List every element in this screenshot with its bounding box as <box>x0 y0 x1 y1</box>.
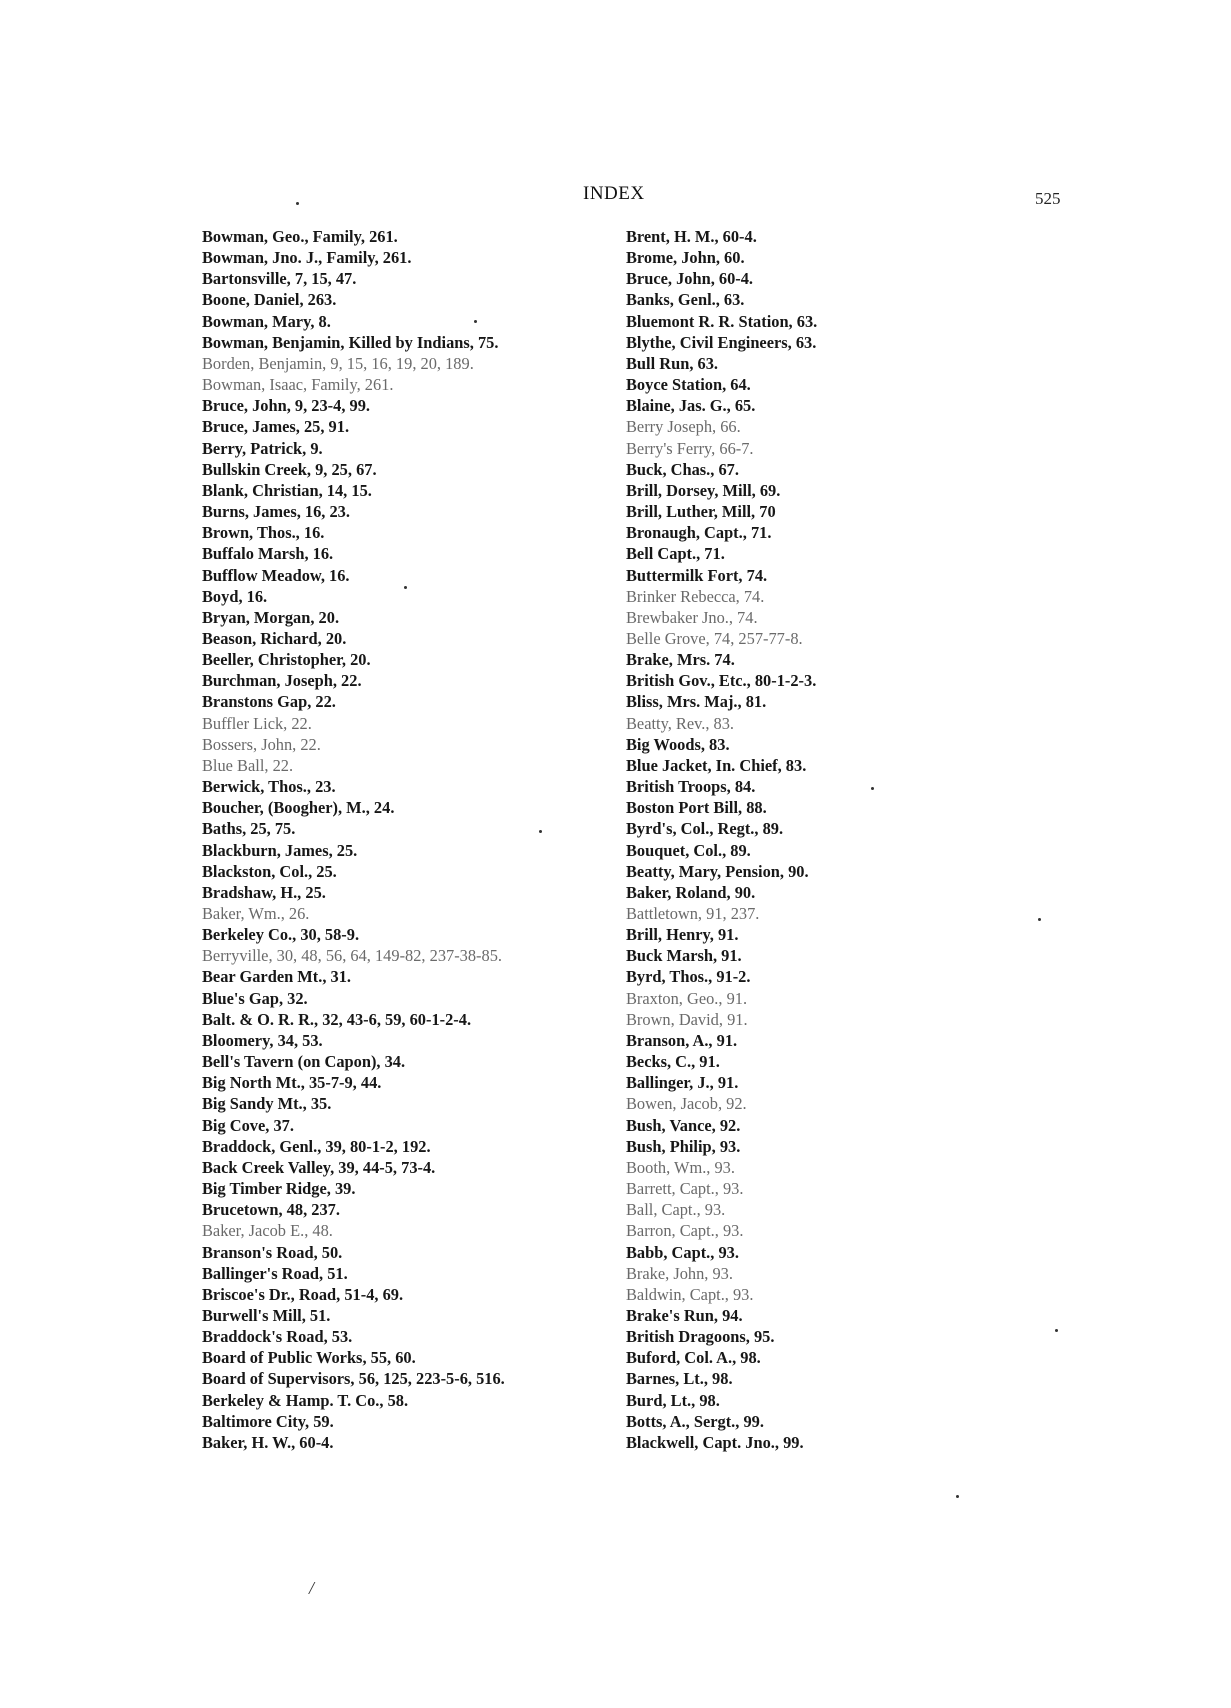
index-entry: Bush, Vance, 92. <box>626 1115 741 1135</box>
index-entry: Board of Public Works, 55, 60. <box>202 1348 416 1368</box>
index-entry: Beason, Richard, 20. <box>202 628 347 648</box>
index-entry: Brome, John, 60. <box>626 248 745 268</box>
index-entry: Bowman, Jno. J., Family, 261. <box>202 248 412 268</box>
index-entry: Blackwell, Capt. Jno., 99. <box>626 1432 804 1452</box>
index-entry: Berry Joseph, 66. <box>626 417 741 437</box>
index-entry: Brake, John, 93. <box>626 1263 733 1283</box>
index-entry: Belle Grove, 74, 257-77-8. <box>626 628 803 648</box>
index-entry: Bryan, Morgan, 20. <box>202 607 340 627</box>
index-entry: Board of Supervisors, 56, 125, 223-5-6, 516. <box>202 1369 505 1389</box>
index-entry: Berkeley Co., 30, 58-9. <box>202 925 360 945</box>
index-entry: Blythe, Civil Engineers, 63. <box>626 332 817 352</box>
index-entry: Berkeley & Hamp. T. Co., 58. <box>202 1390 409 1410</box>
index-entry: Blaine, Jas. G., 65. <box>626 396 756 416</box>
index-entry: British Troops, 84. <box>626 777 756 797</box>
index-entry: Bull Run, 63. <box>626 353 719 373</box>
index-entry: Blackburn, James, 25. <box>202 840 358 860</box>
index-entry: Brucetown, 48, 237. <box>202 1200 340 1220</box>
index-entry: Buffler Lick, 22. <box>202 713 312 733</box>
index-entry: Bronaugh, Capt., 71. <box>626 523 772 543</box>
index-entry: Burwell's Mill, 51. <box>202 1305 331 1325</box>
index-entry: Boucher, (Boogher), M., 24. <box>202 798 395 818</box>
index-entry: Baker, Roland, 90. <box>626 882 756 902</box>
index-entry: Big North Mt., 35-7-9, 44. <box>202 1073 382 1093</box>
index-entry: Bliss, Mrs. Maj., 81. <box>626 692 767 712</box>
page-number: 525 <box>1035 189 1061 208</box>
index-entry: Brown, Thos., 16. <box>202 523 325 543</box>
page-title: INDEX <box>583 183 645 204</box>
index-entry: British Gov., Etc., 80-1-2-3. <box>626 671 817 691</box>
index-entry: Booth, Wm., 93. <box>626 1157 735 1177</box>
index-entry: Brake, Mrs. 74. <box>626 650 735 670</box>
page-header <box>0 183 1231 211</box>
index-entry: Back Creek Valley, 39, 44-5, 73-4. <box>202 1157 436 1177</box>
scan-speck <box>1038 918 1041 921</box>
index-entry: Buford, Col. A., 98. <box>626 1348 761 1368</box>
index-entry: Bluemont R. R. Station, 63. <box>626 311 818 331</box>
scan-speck <box>474 320 477 323</box>
index-entry: Boyd, 16. <box>202 586 268 606</box>
index-entry: Branson's Road, 50. <box>202 1242 343 1262</box>
footer-mark: / <box>309 1578 315 1598</box>
index-entry: Blue Jacket, In. Chief, 83. <box>626 755 807 775</box>
scan-speck <box>539 830 542 833</box>
scan-speck <box>871 787 874 790</box>
index-entry: Bruce, John, 60-4. <box>626 269 754 289</box>
scan-speck <box>296 202 299 205</box>
index-entry: Briscoe's Dr., Road, 51-4, 69. <box>202 1284 404 1304</box>
index-column-left <box>202 226 622 1453</box>
index-entry: Ballinger, J., 91. <box>626 1073 739 1093</box>
index-entry: Bowman, Geo., Family, 261. <box>202 227 398 246</box>
index-entry: Baker, Jacob E., 48. <box>202 1221 333 1241</box>
index-entry: Bowman, Mary, 8. <box>202 311 331 331</box>
index-entry: Bouquet, Col., 89. <box>626 840 751 860</box>
index-entry: Brake's Run, 94. <box>626 1305 743 1325</box>
index-entry: Brill, Henry, 91. <box>626 925 739 945</box>
index-entry: Beatty, Mary, Pension, 90. <box>626 861 809 881</box>
index-entry: Brewbaker Jno., 74. <box>626 607 758 627</box>
index-entry: Barrett, Capt., 93. <box>626 1179 744 1199</box>
index-entry: Buck, Chas., 67. <box>626 459 739 479</box>
index-entry: Braddock, Genl., 39, 80-1-2, 192. <box>202 1136 431 1156</box>
index-entry: Bruce, John, 9, 23-4, 99. <box>202 396 371 416</box>
index-entry: Berryville, 30, 48, 56, 64, 149-82, 237-38-85. <box>202 946 503 966</box>
index-column-right <box>626 226 1046 1453</box>
index-entry: Brill, Luther, Mill, 70 <box>626 502 776 522</box>
index-entry: Balt. & O. R. R., 32, 43-6, 59, 60-1-2-4. <box>202 1009 472 1029</box>
index-entry: Braxton, Geo., 91. <box>626 988 748 1008</box>
index-entry: Baker, Wm., 26. <box>202 904 310 923</box>
index-entry: Bell's Tavern (on Capon), 34. <box>202 1052 406 1072</box>
index-entry: British Dragoons, 95. <box>626 1327 775 1347</box>
index-entry: Burchman, Joseph, 22. <box>202 671 362 691</box>
index-entry: Byrd's, Col., Regt., 89. <box>626 819 784 839</box>
index-entry: Boone, Daniel, 263. <box>202 290 337 310</box>
index-entry: Baker, H. W., 60-4. <box>202 1432 334 1452</box>
index-entry: Buffalo Marsh, 16. <box>202 544 334 564</box>
index-entry: Braddock's Road, 53. <box>202 1327 353 1347</box>
index-entry: Bufflow Meadow, 16. <box>202 565 350 585</box>
index-entry: Beatty, Rev., 83. <box>626 713 735 733</box>
index-entry: Brinker Rebecca, 74. <box>626 586 765 606</box>
index-entry: Babb, Capt., 93. <box>626 1242 739 1262</box>
index-entry: Banks, Genl., 63. <box>626 290 745 310</box>
index-entry: Barnes, Lt., 98. <box>626 1369 733 1389</box>
index-entry: Botts, A., Sergt., 99. <box>626 1411 764 1431</box>
index-entry: Battletown, 91, 237. <box>626 904 760 923</box>
index-entry: Bowen, Jacob, 92. <box>626 1094 747 1114</box>
index-entry: Big Woods, 83. <box>626 734 730 754</box>
index-entry: Baldwin, Capt., 93. <box>626 1284 754 1304</box>
scan-speck <box>1055 1329 1058 1332</box>
index-entry: Brent, H. M., 60-4. <box>626 227 757 246</box>
index-entry: Bloomery, 34, 53. <box>202 1030 323 1050</box>
index-entry: Burns, James, 16, 23. <box>202 502 350 522</box>
index-entry: Berwick, Thos., 23. <box>202 777 336 797</box>
index-entry: Baltimore City, 59. <box>202 1411 334 1431</box>
index-entry: Baths, 25, 75. <box>202 819 296 839</box>
index-entry: Buck Marsh, 91. <box>626 946 742 966</box>
index-entry: Ballinger's Road, 51. <box>202 1263 348 1283</box>
index-entry: Bush, Philip, 93. <box>626 1136 741 1156</box>
index-entry: Blank, Christian, 14, 15. <box>202 480 372 500</box>
index-entry: Beeller, Christopher, 20. <box>202 650 371 670</box>
index-entry: Bowman, Benjamin, Killed by Indians, 75. <box>202 332 499 352</box>
index-entry: Bruce, James, 25, 91. <box>202 417 350 437</box>
index-entry: Barron, Capt., 93. <box>626 1221 744 1241</box>
index-entry: Berry, Patrick, 9. <box>202 438 323 458</box>
index-entry: Bell Capt., 71. <box>626 544 725 564</box>
index-entry: Big Sandy Mt., 35. <box>202 1094 332 1114</box>
index-entry: Boston Port Bill, 88. <box>626 798 767 818</box>
index-entry: Blue Ball, 22. <box>202 755 294 775</box>
index-entry: Bartonsville, 7, 15, 47. <box>202 269 357 289</box>
index-entry: Becks, C., 91. <box>626 1052 720 1072</box>
index-entry: Buttermilk Fort, 74. <box>626 565 768 585</box>
scan-speck <box>956 1495 959 1498</box>
index-entry: Big Timber Ridge, 39. <box>202 1179 356 1199</box>
scan-speck <box>404 586 407 589</box>
index-entry: Bradshaw, H., 25. <box>202 882 326 902</box>
index-entry: Byrd, Thos., 91-2. <box>626 967 751 987</box>
index-entry: Boyce Station, 64. <box>626 375 751 395</box>
index-entry: Brill, Dorsey, Mill, 69. <box>626 480 781 500</box>
index-entry: Bullskin Creek, 9, 25, 67. <box>202 459 377 479</box>
index-entry: Bear Garden Mt., 31. <box>202 967 352 987</box>
index-entry: Blue's Gap, 32. <box>202 988 308 1008</box>
index-entry: Ball, Capt., 93. <box>626 1200 726 1220</box>
index-entry: Brown, David, 91. <box>626 1009 748 1029</box>
index-entry: Bowman, Isaac, Family, 261. <box>202 375 394 395</box>
index-entry: Branson, A., 91. <box>626 1030 738 1050</box>
index-entry: Bossers, John, 22. <box>202 734 321 754</box>
index-entry: Branstons Gap, 22. <box>202 692 336 712</box>
index-entry: Burd, Lt., 98. <box>626 1390 720 1410</box>
index-entry: Big Cove, 37. <box>202 1115 294 1135</box>
index-entry: Berry's Ferry, 66-7. <box>626 438 754 458</box>
index-entry: Blackston, Col., 25. <box>202 861 337 881</box>
index-entry: Borden, Benjamin, 9, 15, 16, 19, 20, 189. <box>202 353 474 373</box>
